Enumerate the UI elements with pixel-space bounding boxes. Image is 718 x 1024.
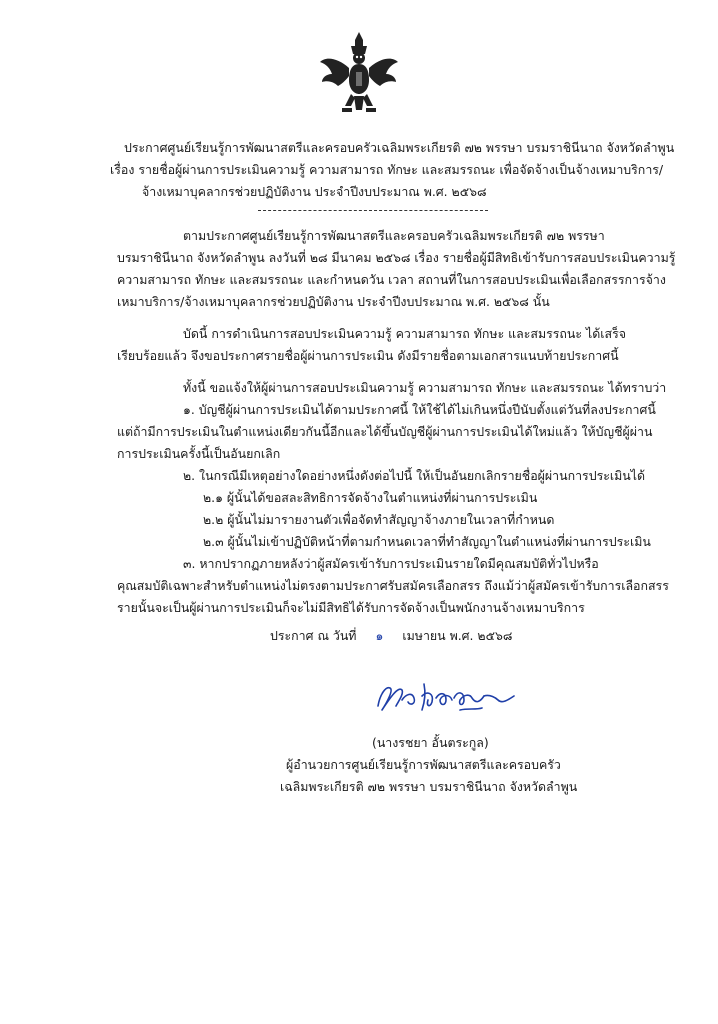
item-2-2: ๒.๒ ผู้นั้นไม่มารายงานตัวเพื่อจัดทำสัญญาจ้างภายในเวลาที่กำหนด (203, 512, 555, 527)
item-1-line: แต่ถ้ามีการประเมินในตำแหน่งเดียวกันนี้อีกและได้ขึ้นบัญชีผู้ผ่านการประเมินได้ใหม่แล้ว ให้บัญชีผู้ผ่าน (117, 424, 653, 439)
signatory-title-line-1: ผู้อำนวยการศูนย์เรียนรู้การพัฒนาสตรีและครอบครัว (286, 757, 561, 772)
body-paragraph-1-line: ความสามารถ ทักษะ และสมรรถนะ และกำหนดวัน เวลา สถานที่ในการสอบประเมินเพื่อเลือกสรรการจ้าง (117, 272, 666, 287)
dated-prefix: ประกาศ ณ วันที่ (270, 628, 357, 643)
item-3-line: รายนั้นจะเป็นผู้ผ่านการประเมินก็จะไม่มีสิทธิได้รับการจัดจ้างเป็นพนักงานจ้างเหมาบริการ (117, 600, 585, 615)
signatory-name: (นางรชยา อั้นตระกูล) (372, 735, 489, 750)
body-paragraph-2-line: เรียบร้อยแล้ว จึงขอประกาศรายชื่อผู้ผ่านการประเมิน ดังมีรายชื่อตามเอกสารแนบท้ายประกาศนี้ (117, 348, 619, 363)
signatory-title-line-2: เฉลิมพระเกียรติ ๗๒ พรรษา บรมราชินีนาถ จังหวัดลำพูน (280, 779, 578, 794)
body-paragraph-1-line: เหมาบริการ/จ้างเหมาบุคลากรช่วยปฏิบัติงาน ประจำปีงบประมาณ พ.ศ. ๒๕๖๘ นั้น (117, 294, 550, 309)
item-2-3: ๒.๓ ผู้นั้นไม่เข้าปฏิบัติหน้าที่ตามกำหนดเวลาที่ทำสัญญาในตำแหน่งที่ผ่านการประเมิน (203, 534, 651, 549)
item-1-line: การประเมินครั้งนี้เป็นอันยกเลิก (117, 446, 281, 461)
header-line-1: ประกาศศูนย์เรียนรู้การพัฒนาสตรีและครอบครัวเฉลิมพระเกียรติ ๗๒ พรรษา บรมราชินีนาถ จังหวัดลำพูน (124, 140, 675, 155)
handwritten-signature (372, 676, 518, 718)
header-separator (258, 210, 488, 211)
dated-day: ๑ (375, 628, 384, 643)
header-subject-line: เรื่อง รายชื่อผู้ผ่านการประเมินความรู้ ความสามารถ ทักษะ และสมรรถนะ เพื่อจัดจ้างเป็นจ้างเหมาบริการ/ (110, 162, 664, 177)
body-paragraph-3: ทั้งนี้ ขอแจ้งให้ผู้ผ่านการสอบประเมินความรู้ ความสามารถ ทักษะ และสมรรถนะ ได้ทราบว่า (183, 380, 667, 395)
header-line-3: จ้างเหมาบุคลากรช่วยปฏิบัติงาน ประจำปีงบประมาณ พ.ศ. ๒๕๖๘ (142, 184, 487, 199)
dated-line (270, 628, 512, 644)
body-paragraph-1-line: ตามประกาศศูนย์เรียนรู้การพัฒนาสตรีและครอบครัวเฉลิมพระเกียรติ ๗๒ พรรษา (183, 228, 605, 243)
body-paragraph-2-line: บัดนี้ การดำเนินการสอบประเมินความรู้ ความสามารถ ทักษะ และสมรรถนะ ได้เสร็จ (183, 326, 626, 341)
item-1-line: ๑. บัญชีผู้ผ่านการประเมินได้ตามประกาศนี้ ให้ใช้ได้ไม่เกินหนึ่งปีนับตั้งแต่วันที่ลงประกาศนี้ (183, 402, 656, 417)
item-2-1: ๒.๑ ผู้นั้นได้ขอสละสิทธิการจัดจ้างในตำแหน่งที่ผ่านการประเมิน (203, 490, 538, 505)
garuda-emblem-icon (318, 28, 400, 120)
item-3-line: คุณสมบัติเฉพาะสำหรับตำแหน่งไม่ตรงตามประกาศรับสมัครเลือกสรร ถึงแม้ว่าผู้สมัครเข้ารับการเลือกสรร (117, 578, 669, 593)
dated-month-year: เมษายน พ.ศ. ๒๕๖๘ (402, 628, 513, 643)
item-2: ๒. ในกรณีมีเหตุอย่างใดอย่างหนึ่งดังต่อไปนี้ ให้เป็นอันยกเลิกรายชื่อผู้ผ่านการประเมินได้ (183, 468, 646, 483)
item-3-line: ๓. หากปรากฏภายหลังว่าผู้สมัครเข้ารับการประเมินรายใดมีคุณสมบัติทั่วไปหรือ (183, 556, 599, 571)
body-paragraph-1-line: บรมราชินีนาถ จังหวัดลำพูน ลงวันที่ ๒๘ มีนาคม ๒๕๖๘ เรื่อง รายชื่อผู้มีสิทธิเข้ารับการสอบประเมินความรู้ (117, 250, 676, 265)
